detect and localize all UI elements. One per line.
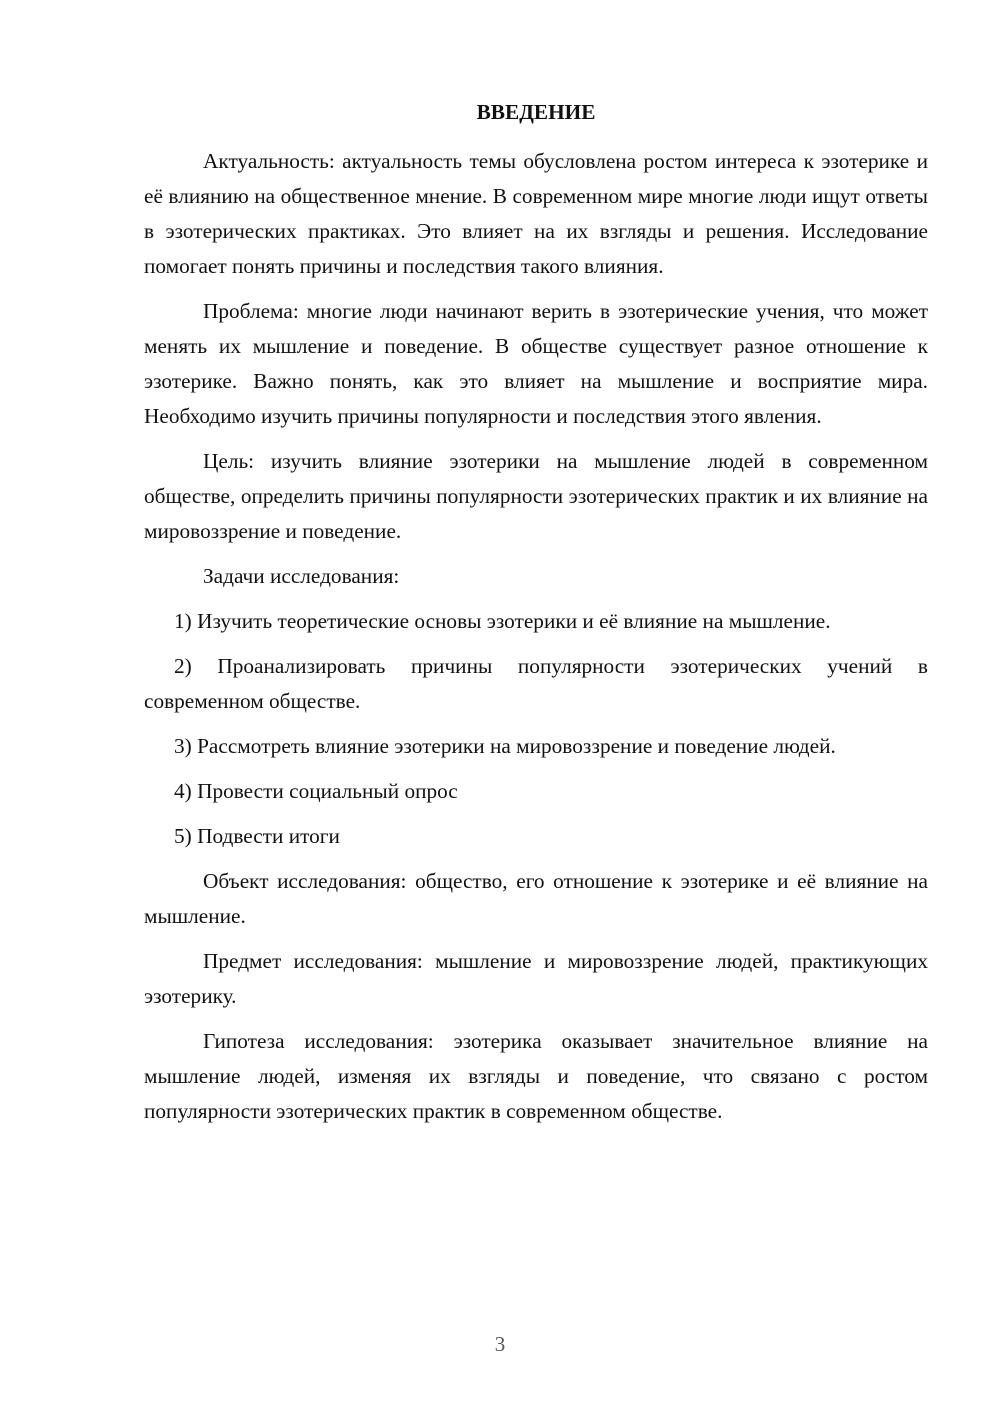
relevance-paragraph: Актуальность: актуальность темы обусловлена ростом интереса к эзотерике и её влиянию на общественное мнение. В современном мире многие люди ищут ответы в эзотерических практиках. Это влияет на их взгляды и решения. Исследование помогает понять причины и последствия такого влияния. bbox=[144, 149, 928, 278]
section-title: ВВЕДЕНИЕ bbox=[476, 100, 596, 124]
task-item: 1) Изучить теоретические основы эзотерики и её влияние на мышление. bbox=[174, 609, 831, 633]
subject-paragraph: Предмет исследования: мышление и мировоззрение людей, практикующих эзотерику. bbox=[144, 949, 928, 1008]
task-item: 5) Подвести итоги bbox=[174, 824, 340, 848]
object-paragraph: Объект исследования: общество, его отношение к эзотерике и её влияние на мышление. bbox=[144, 869, 928, 928]
goal-paragraph: Цель: изучить влияние эзотерики на мышление людей в современном обществе, определить причины популярности эзотерических практик и их влияние на мировоззрение и поведение. bbox=[144, 449, 928, 543]
problem-paragraph: Проблема: многие люди начинают верить в эзотерические учения, что может менять их мышление и поведение. В обществе существует разное отношение к эзотерике. Важно понять, как это влияет на мышление и восприятие мира. Необходимо изучить причины популярности и последствия этого явления. bbox=[144, 299, 928, 428]
task-item: 3) Рассмотреть влияние эзотерики на мировоззрение и поведение людей. bbox=[174, 734, 836, 758]
document-page bbox=[144, 95, 928, 1139]
task-item: 2) Проанализировать причины популярности эзотерических учений в современном обществе. bbox=[144, 654, 928, 713]
tasks-heading: Задачи исследования: bbox=[203, 564, 400, 588]
hypothesis-paragraph: Гипотеза исследования: эзотерика оказывает значительное влияние на мышление людей, изменяя их взгляды и поведение, что связано с ростом популярности эзотерических практик в современном обществе. bbox=[144, 1029, 928, 1123]
task-item: 4) Провести социальный опрос bbox=[174, 779, 458, 803]
page-number: 3 bbox=[494, 1332, 506, 1356]
